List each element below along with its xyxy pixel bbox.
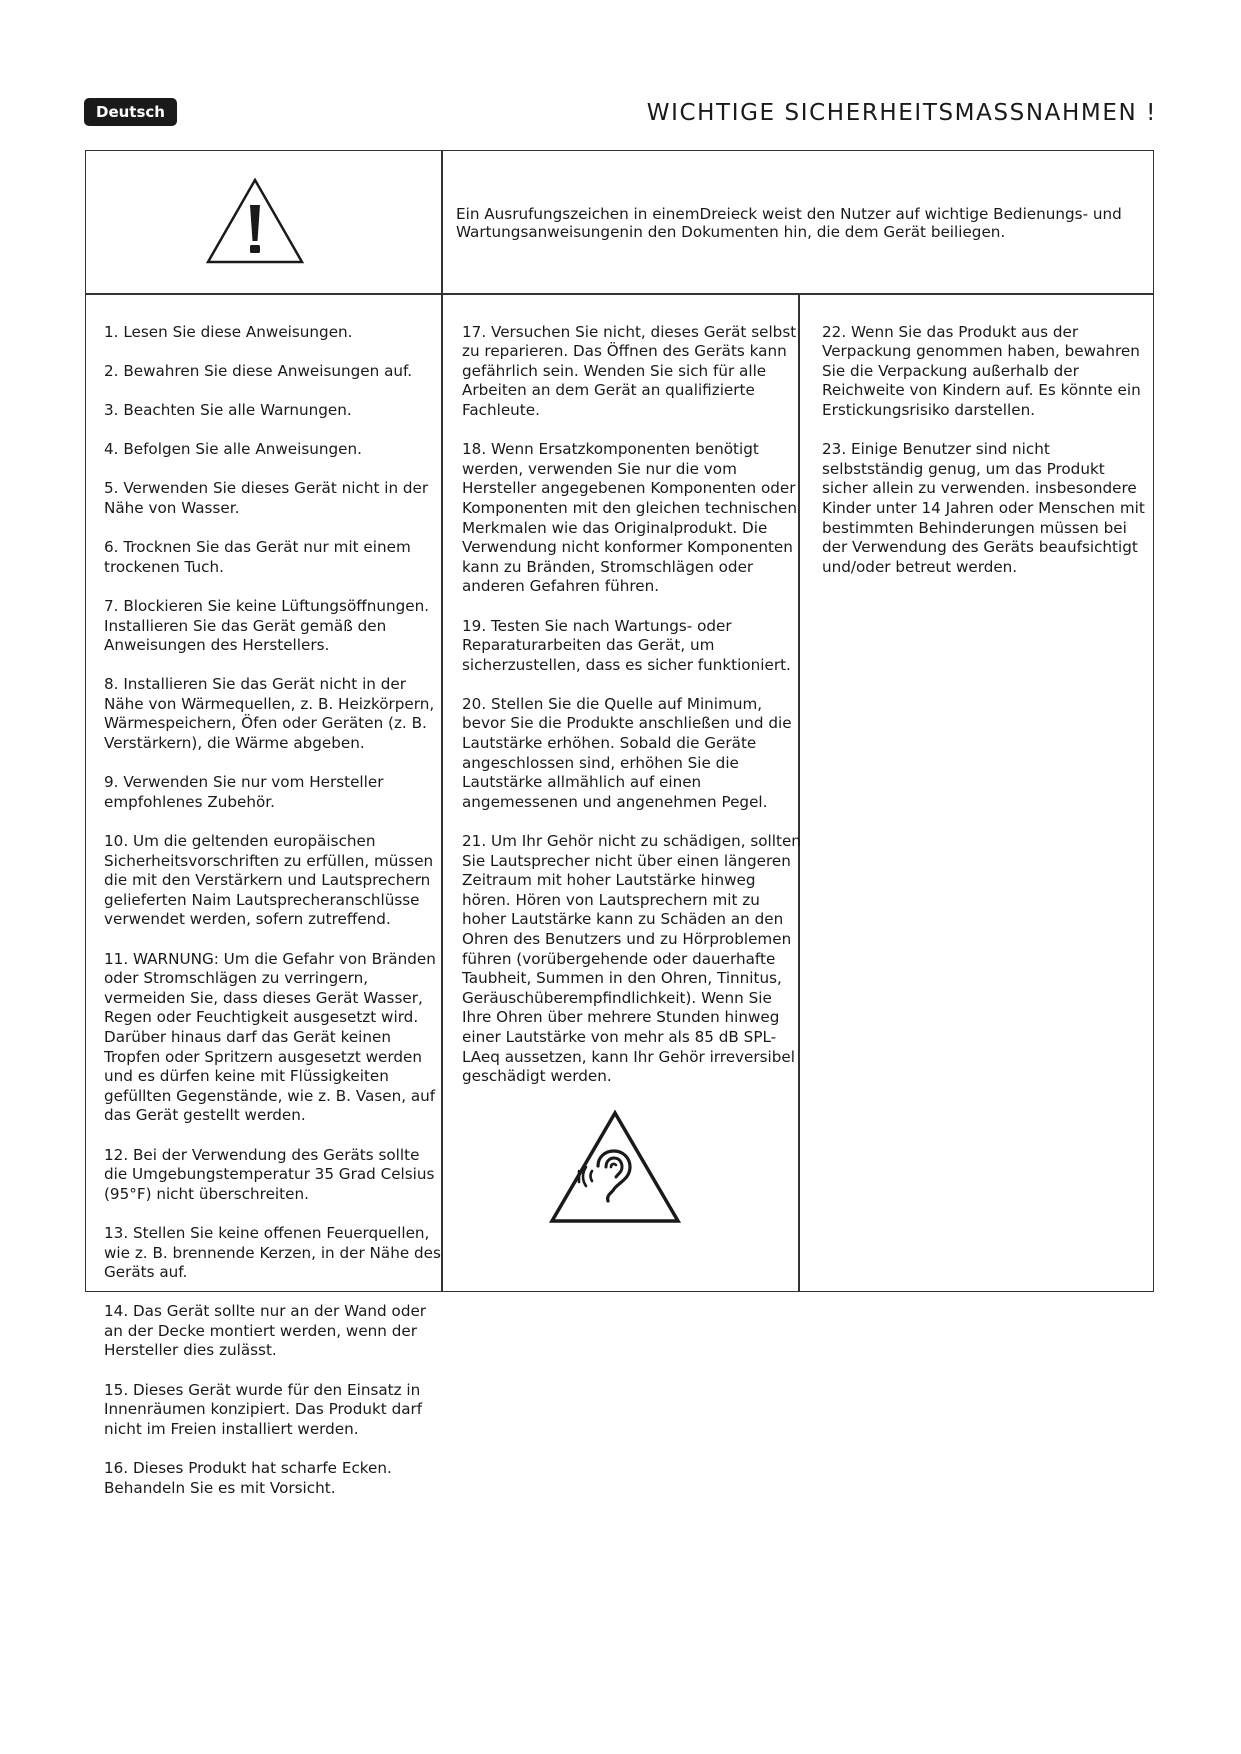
list-item: 17. Versuchen Sie nicht, dieses Gerät selbst zu reparieren. Das Öffnen des Geräts kann gefährlich sein. Wenden Sie sich für alle Arbeiten an dem Gerät an qualifizierte Fachleute. (462, 322, 797, 419)
list-item: 3. Beachten Sie alle Warnungen. (104, 400, 352, 419)
list-item: 1. Lesen Sie diese Anweisungen. (104, 322, 353, 341)
language-badge: Deutsch (84, 98, 177, 126)
list-item: 22. Wenn Sie das Produkt aus der Verpackung genommen haben, bewahren Sie die Verpackung außerhalb der Reichweite von Kindern auf. Es könnte ein Erstickungsrisiko darstellen. (822, 322, 1141, 419)
list-item: 10. Um die geltenden europäischen Sicherheitsvorschriften zu erfüllen, müssen die mit den Verstärkern und Lautsprechern gelieferten Naim Lautsprecheranschlüsse verwendet werden, sofern zutreffend. (104, 832, 434, 929)
instructions-column-2 (462, 303, 802, 1106)
list-item: 7. Blockieren Sie keine Lüftungsöffnungen. Installieren Sie das Gerät gemäß den Anweisungen des Herstellers. (104, 596, 430, 655)
hearing-damage-warning-icon (548, 1109, 682, 1225)
list-item: 9. Verwenden Sie nur vom Hersteller empfohlenes Zubehör. (104, 773, 384, 811)
list-item: 16. Dieses Produkt hat scharfe Ecken. Behandeln Sie es mit Vorsicht. (104, 1459, 392, 1497)
list-item: 14. Das Gerät sollte nur an der Wand oder an der Decke montiert werden, wenn der Hersteller dies zulässt. (104, 1302, 427, 1360)
list-item: 12. Bei der Verwendung des Geräts sollte die Umgebungstemperatur 35 Grad Celsius (95°F) nicht überschreiten. (104, 1145, 435, 1203)
safety-instructions-table (85, 150, 1154, 1497)
list-item: 2. Bewahren Sie diese Anweisungen auf. (104, 361, 413, 380)
instructions-column-1 (104, 303, 444, 1518)
list-item: 6. Trocknen Sie das Gerät nur mit einem trockenen Tuch. (104, 538, 411, 576)
list-item: 19. Testen Sie nach Wartungs- oder Reparaturarbeiten das Gerät, um sicherzustellen, dass es sicher funktioniert. (462, 616, 791, 674)
list-item: 8. Installieren Sie das Gerät nicht in der Nähe von Wärmequellen, z. B. Heizkörpern, Wärmespeichern, Öfen oder Geräten (z. B. Verstärkern), die Wärme abgeben. (104, 675, 435, 753)
list-item: 11. WARNUNG: Um die Gefahr von Bränden oder Stromschlägen zu verringern, vermeiden Sie, dass dieses Gerät Wasser, Regen oder Feuchtigkeit ausgesetzt wird. Darüber hinaus darf das Gerät keinen Tropfen oder Spritzern ausgesetzt werden und es dürfen keine mit Flüssigkeiten gefüllten Gegenstände, wie z. B. Vasen, auf das Gerät gestellt werden. (104, 949, 436, 1125)
warning-triangle-exclamation-icon (205, 177, 305, 265)
list-item: 13. Stellen Sie keine offenen Feuerquellen, wie z. B. brennende Kerzen, in der Nähe des Geräts auf. (104, 1223, 441, 1282)
instructions-column-3 (822, 303, 1152, 597)
list-item: 4. Befolgen Sie alle Anweisungen. (104, 440, 362, 459)
list-item: 23. Einige Benutzer sind nicht selbstständig genug, um das Produkt sicher allein zu verwenden. insbesondere Kinder unter 14 Jahren oder Menschen mit bestimmten Behinderungen müssen bei der Verwendung des Geräts beaufsichtigt und/oder betreut werden. (822, 440, 1145, 576)
list-item: 18. Wenn Ersatzkomponenten benötigt werden, verwenden Sie nur die vom Hersteller angegebenen Komponenten oder Komponenten mit den gleichen technischen Merkmalen wie das Originalprodukt. Die Verwendung nicht konformer Komponenten kann zu Bränden, Stromschlägen oder anderen Gefahren führen. (462, 440, 797, 596)
list-item: 5. Verwenden Sie dieses Gerät nicht in der Nähe von Wasser. (104, 479, 429, 517)
list-item: 21. Um Ihr Gehör nicht zu schädigen, sollten Sie Lautsprecher nicht über einen längeren Zeitraum mit hoher Lautstärke hinweg hören. Hören von Lautsprechern mit zu hoher Lautstärke kann zu Schäden an den Ohren des Benutzers und zu Hörproblemen führen (vorübergehende oder dauerhafte Taubheit, Summen in den Ohren, Tinnitus, Geräuschüberempfindlichkeit). Wenn Sie Ihre Ohren über mehrere Stunden hinweg einer Lautstärke von mehr als 85 dB SPL-LAeq aussetzen, kann Ihr Gehör irreversibel geschädigt werden. (462, 832, 801, 1086)
warning-icon-cell (86, 151, 443, 293)
intro-text: Ein Ausrufungszeichen in einemDreieck weist den Nutzer auf wichtige Bedienungs- und Wartungsanweisungenin den Dokumenten hin, die dem Gerät beiliegen. (456, 205, 1122, 241)
list-item: 20. Stellen Sie die Quelle auf Minimum, bevor Sie die Produkte anschließen und die Lautstärke erhöhen. Sobald die Geräte angeschlossen sind, erhöhen Sie die Lautstärke allmählich auf einen angemessenen und angenehmen Pegel. (462, 694, 792, 811)
row-divider (86, 293, 1153, 295)
page-title: WICHTIGE SICHERHEITSMASSNAHMEN ! (646, 100, 1157, 126)
list-item: 15. Dieses Gerät wurde für den Einsatz in Innenräumen konzipiert. Das Produkt darf nicht im Freien installiert werden. (104, 1380, 423, 1438)
